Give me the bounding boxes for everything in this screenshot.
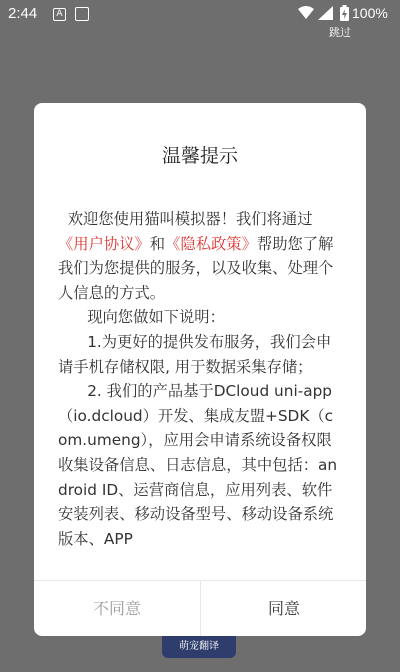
signal-icon	[318, 6, 334, 20]
agree-button[interactable]: 同意	[267, 599, 300, 618]
body-and: 和	[149, 234, 166, 253]
body-paragraph-3: 1.为更好的提供发布服务，我们会申请手机存储权限, 用于数据采集存储；	[58, 332, 332, 376]
privacy-policy-link[interactable]: 《隐私政策》	[165, 234, 257, 253]
body-paragraph-2: 现向您做如下说明：	[87, 308, 225, 327]
dialog-title: 温馨提示	[161, 145, 238, 167]
body-intro: 欢迎您使用猫叫模拟器！我们将通过	[58, 210, 313, 228]
battery-percentage: 100%	[352, 5, 388, 21]
user-agreement-link[interactable]: 《用户协议》	[58, 234, 150, 253]
text-a-icon: A	[53, 8, 66, 21]
battery-charging-icon	[340, 5, 349, 21]
body-intro-end: 帮助您了解我们为您提供的服务，以及收集、处理个人信息的方式。	[58, 234, 334, 302]
app-logo: 萌宠翻译	[162, 636, 236, 658]
message-icon	[75, 7, 89, 21]
body-paragraph-4: 2. 我们的产品基于DCloud uni-app（io.dcloud）开发、集成友盟+SDK（com.umeng），应用会申请系统设备权限收集设备信息、日志信息，其中包括：android ID、运营商信息，应用列表、软件安装列表、移动设备型号、移动设备系统版本、APP	[58, 382, 338, 548]
privacy-dialog	[34, 103, 366, 636]
status-time: 2:44	[8, 5, 38, 22]
disagree-button[interactable]: 不同意	[92, 599, 141, 618]
dialog-body	[58, 207, 342, 562]
skip-button[interactable]: 跳过	[329, 26, 351, 39]
wifi-icon	[298, 6, 314, 20]
